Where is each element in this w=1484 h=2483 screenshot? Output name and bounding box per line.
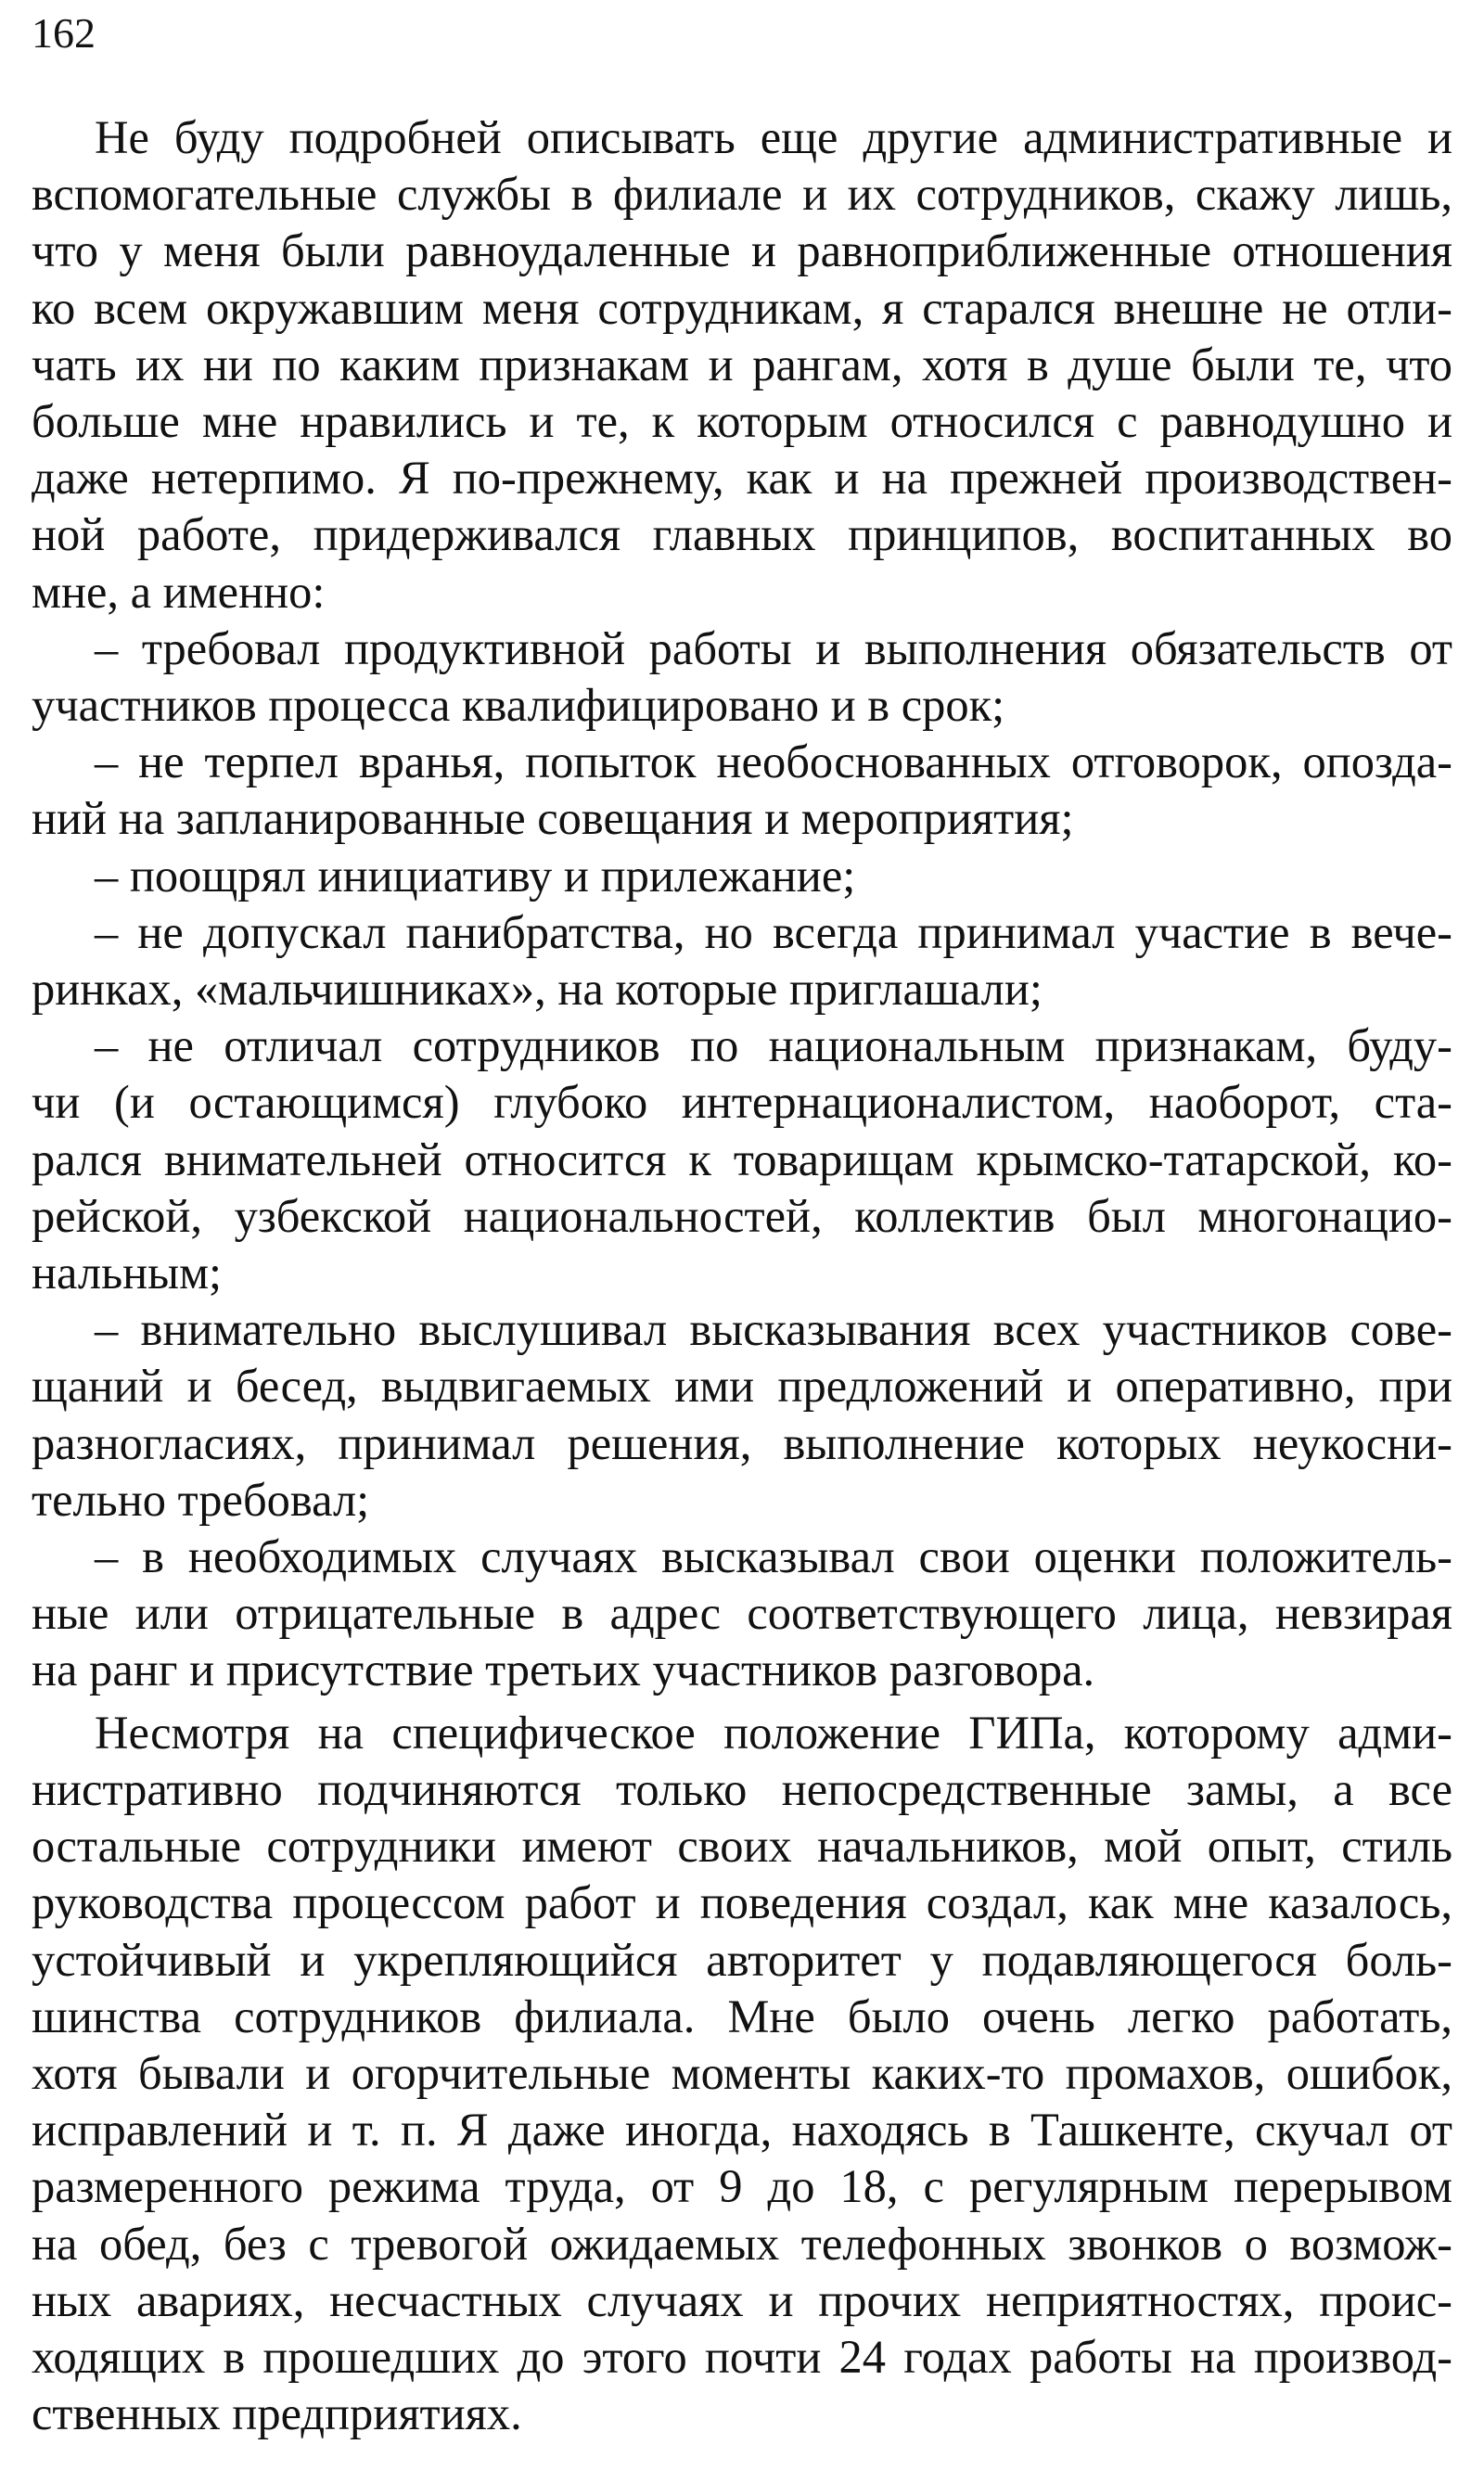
text-line: ных авариях, несчастных случаях и прочих неприятностях, проис- [32, 2273, 1452, 2326]
text-line: ной работе, придерживался главных принципов, воспитанных во [32, 508, 1452, 561]
list-item-line: – требовал продуктивной работы и выполнения обязательств от [95, 621, 1452, 674]
list-item-line: участников процесса квалифицировано и в срок; [32, 679, 1005, 732]
text-line: чать их ни по каким признакам и рангам, хотя в душе были те, что [32, 338, 1452, 390]
list-item-line: рейской, узбекской национальностей, коллектив был многонацио- [32, 1189, 1452, 1242]
text-line: размеренного режима труда, от 9 до 18, с регулярным перерывом [32, 2160, 1452, 2213]
list-item-line: – внимательно выслушивал высказывания всех участников сове- [95, 1303, 1452, 1356]
list-item-line: ные или отрицательные в адрес соответствующего лица, невзирая [32, 1587, 1452, 1640]
page-number: 162 [32, 9, 96, 57]
text-line: шинства сотрудников филиала. Мне было очень легко работать, [32, 1990, 1452, 2042]
list-item-line: ний на запланированные совещания и мероприятия; [32, 792, 1074, 845]
list-item-line: разногласиях, принимал решения, выполнение которых неукосни- [32, 1416, 1452, 1469]
body-text [32, 109, 1452, 2442]
list-item-line: – не терпел вранья, попыток необоснованных отговорок, опозда- [95, 736, 1452, 788]
list-item-line: чи (и остающимся) глубоко интернационалистом, наоборот, ста- [32, 1076, 1452, 1129]
text-line: что у меня были равноудаленные и равноприближенные отношения [32, 224, 1452, 277]
text-line: Не буду подробней описывать еще другие административные и [95, 111, 1452, 163]
list-item-line: рался внимательней относится к товарищам крымско-татарской, ко- [32, 1133, 1452, 1185]
list-item-line: на ранг и присутствие третьих участников разговора. [32, 1644, 1095, 1696]
text-line: устойчивый и укрепляющийся авторитет у подавляющегося боль- [32, 1933, 1452, 1986]
text-line: хотя бывали и огорчительные моменты каких-то промахов, ошибок, [32, 2046, 1452, 2099]
text-line: ко всем окружавшим меня сотрудникам, я старался внешне не отли- [32, 281, 1452, 334]
text-line: вспомогательные службы в филиале и их сотрудников, скажу лишь, [32, 168, 1452, 221]
list-item-line: щаний и бесед, выдвигаемых ими предложений и оперативно, при [32, 1360, 1452, 1413]
text-line: нистративно подчиняются только непосредственные замы, а все [32, 1762, 1452, 1815]
list-item-line: тельно требовал; [32, 1473, 370, 1526]
text-line: остальные сотрудники имеют своих начальников, мой опыт, стиль [32, 1820, 1452, 1873]
text-line: больше мне нравились и те, к которым относился с равнодушно и [32, 395, 1452, 448]
list-item-line: – в необходимых случаях высказывал свои оценки положитель- [95, 1530, 1452, 1583]
text-line: на обед, без с тревогой ожидаемых телефонных звонков о возмож- [32, 2217, 1452, 2270]
text-line: мне, а именно: [32, 565, 326, 618]
list-item-line: ринках, «мальчишниках», на которые приглашали; [32, 963, 1043, 1016]
text-line: ходящих в прошедших до этого почти 24 годах работы на производ- [32, 2330, 1452, 2383]
text-line: даже нетерпимо. Я по-прежнему, как и на прежней производствен- [32, 452, 1452, 505]
text-line: Несмотря на специфическое положение ГИПа, которому адми- [95, 1706, 1452, 1759]
list-item-line: нальным; [32, 1247, 223, 1299]
text-line: руководства процессом работ и поведения создал, как мне казалось, [32, 1876, 1452, 1929]
list-item-line: – не допускал панибратства, но всегда принимал участие в вече- [95, 905, 1452, 958]
text-line: ственных предприятиях. [32, 2387, 522, 2440]
list-item-line: – не отличал сотрудников по национальным признакам, буду- [95, 1019, 1452, 1072]
text-line: исправлений и т. п. Я даже иногда, находясь в Ташкенте, скучал от [32, 2104, 1452, 2157]
list-item-line: – поощрял инициативу и прилежание; [95, 849, 856, 902]
